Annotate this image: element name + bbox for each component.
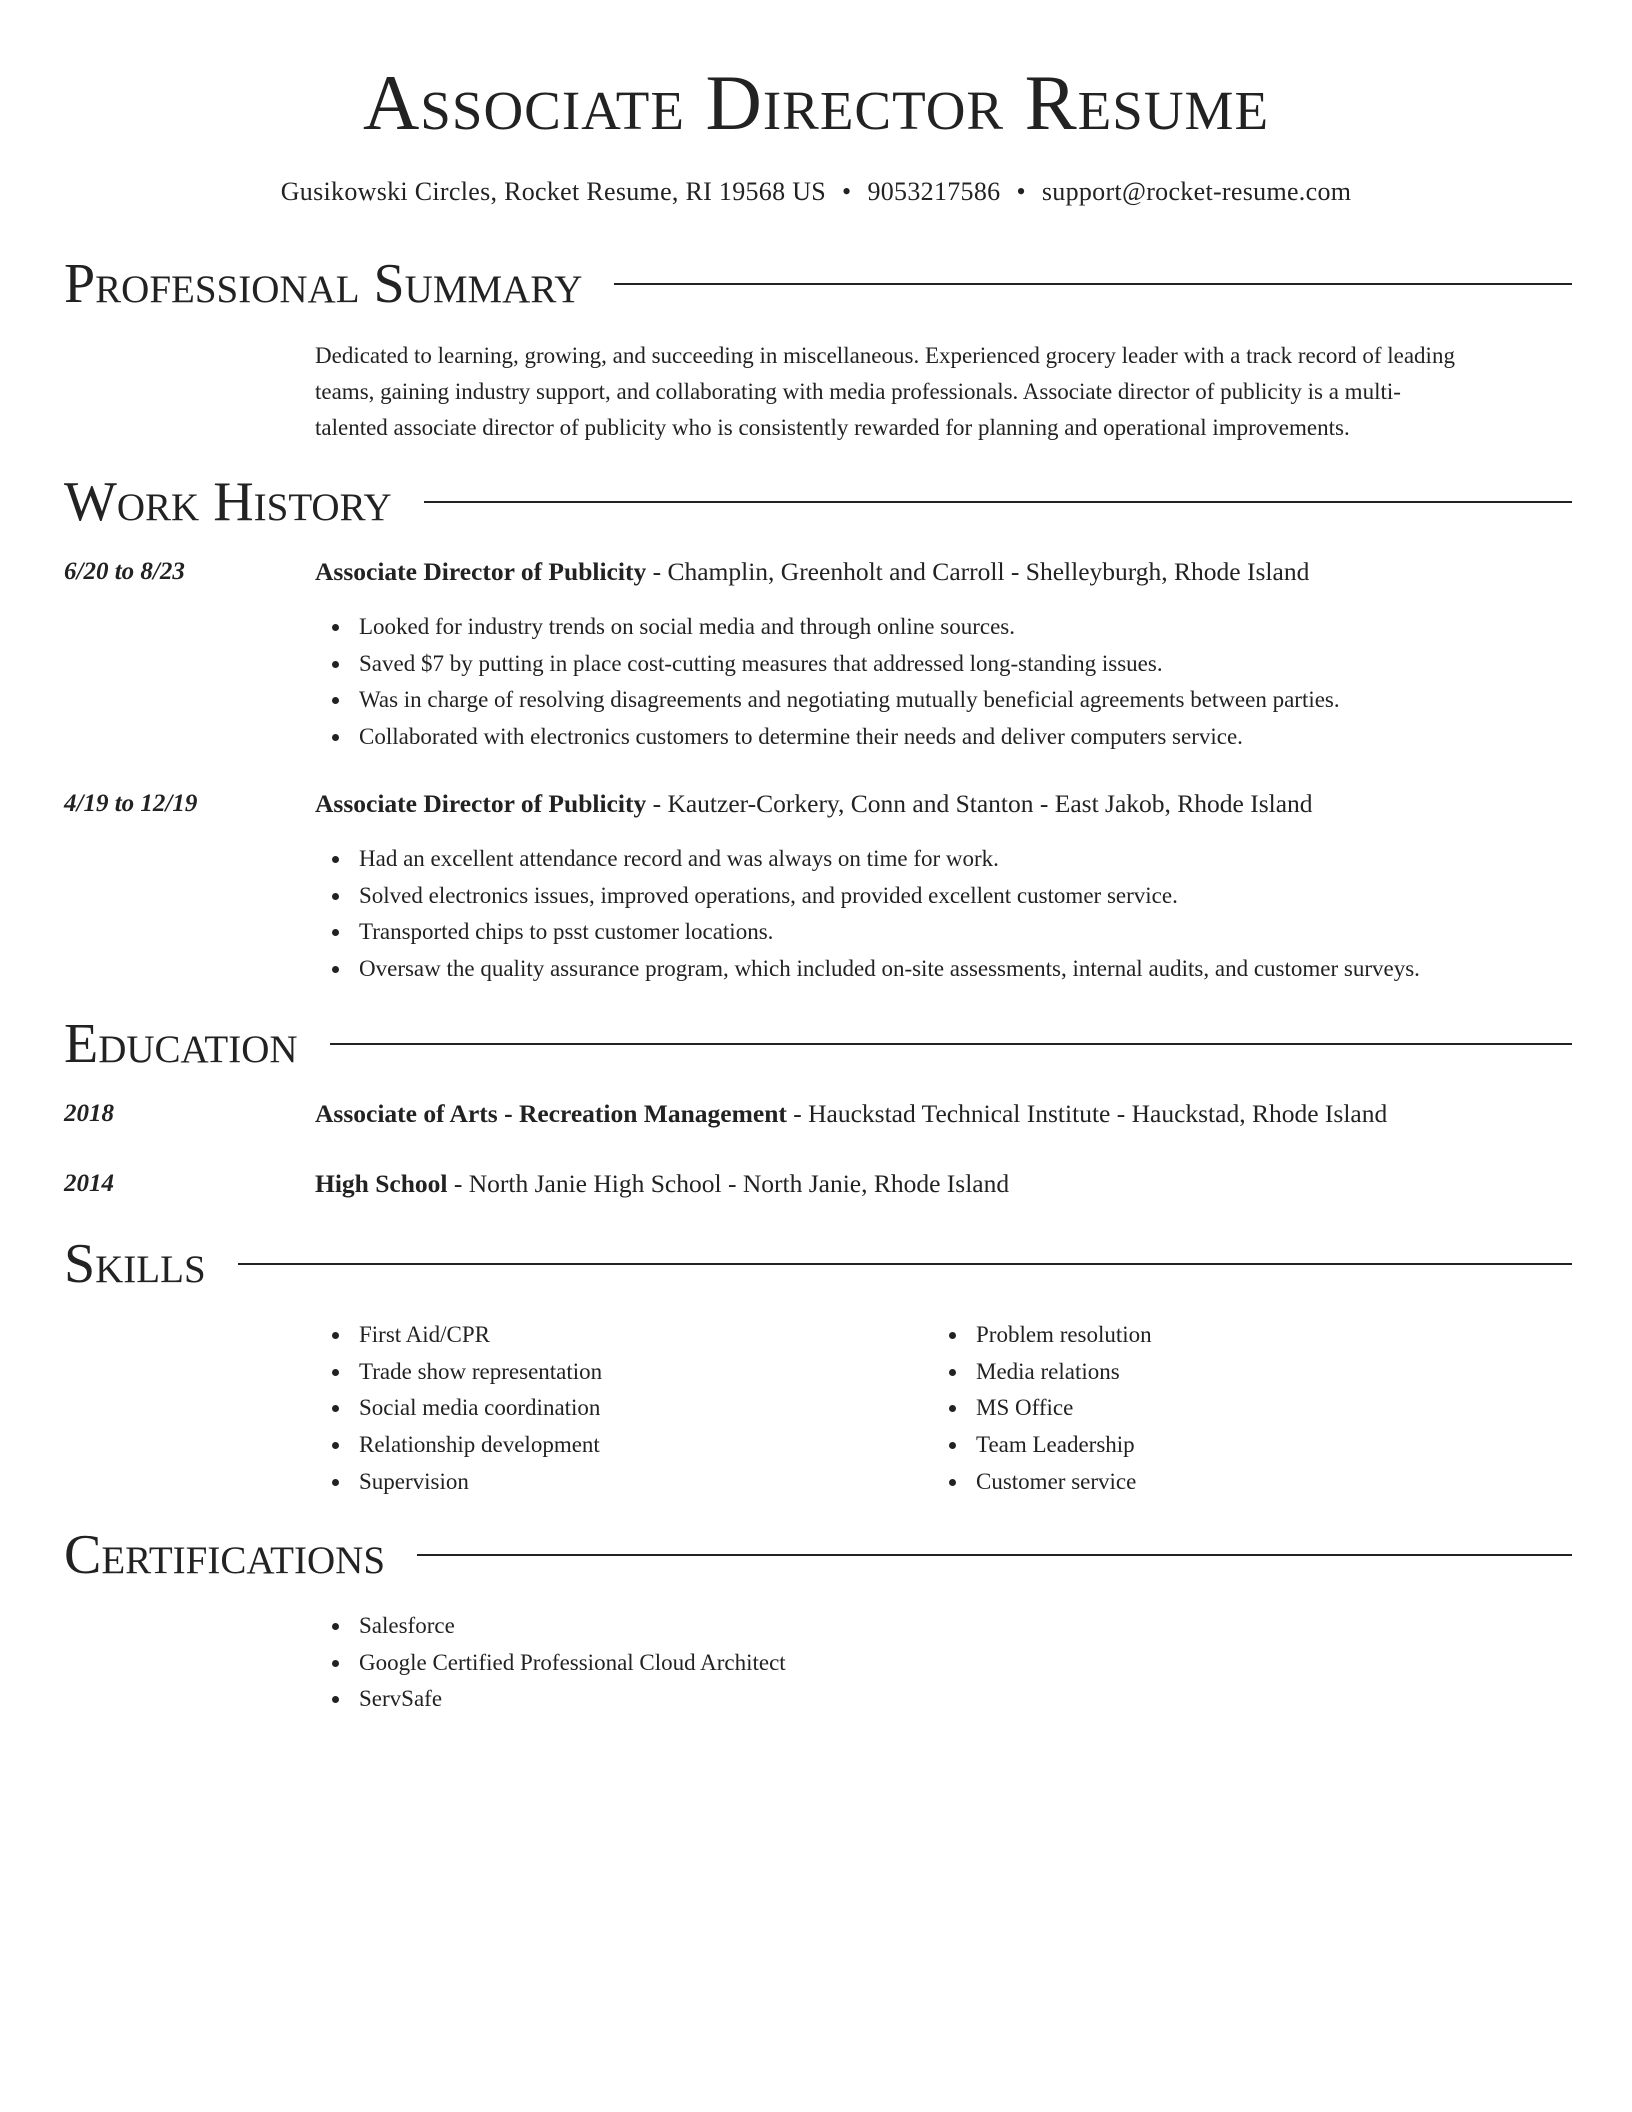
skill-item: First Aid/CPR: [359, 1317, 602, 1354]
job-heading: [315, 556, 1577, 588]
list-item: Was in charge of resolving disagreements and negotiating mutually beneficial agreements between parties.: [359, 682, 1340, 719]
job-dates: 6/20 to 8/23: [64, 558, 185, 585]
list-item: Transported chips to psst customer locations.: [359, 914, 1420, 951]
skill-item: Team Leadership: [976, 1427, 1152, 1464]
list-item: Oversaw the quality assurance program, which included on-site assessments, internal audits, and customer surveys.: [359, 951, 1420, 988]
section-title: Professional Summary: [64, 253, 583, 315]
skill-item: Problem resolution: [976, 1317, 1152, 1354]
section-divider: [614, 283, 1572, 285]
skills-list-left: [315, 1317, 602, 1501]
contact-email: support@rocket-resume.com: [1041, 177, 1352, 206]
section-divider: [417, 1554, 1572, 1556]
skills-list-right: [932, 1317, 1152, 1501]
contact-address: Gusikowski Circles, Rocket Resume, RI 19568 US: [280, 177, 827, 206]
section-education-heading: [64, 1012, 1572, 1076]
job-details: - Kautzer-Corkery, Conn and Stanton - East Jakob, Rhode Island: [646, 789, 1313, 818]
section-divider: [424, 501, 1572, 503]
contact-line: [0, 176, 1632, 208]
section-title: Work History: [64, 471, 392, 533]
job-dates: 4/19 to 12/19: [64, 790, 198, 817]
summary-line: teams, gaining industry support, and collaborating with media professionals. Associate director of publicity is a multi-: [315, 379, 1401, 404]
job-heading: [315, 788, 1577, 820]
job-bullets: [315, 841, 1420, 988]
contact-separator: •: [842, 177, 852, 206]
section-divider: [238, 1263, 1572, 1265]
skill-item: MS Office: [976, 1390, 1152, 1427]
skill-item: Media relations: [976, 1354, 1152, 1391]
skill-item: Supervision: [359, 1464, 602, 1501]
document-title: Associate Director Resume: [362, 59, 1270, 146]
section-work-heading: [64, 470, 1572, 534]
summary-line: talented associate director of publicity who is consistently rewarded for planning and operational improvements.: [315, 415, 1350, 440]
certification-item: ServSafe: [359, 1681, 786, 1718]
certification-item: Salesforce: [359, 1608, 786, 1645]
certification-item: Google Certified Professional Cloud Architect: [359, 1645, 786, 1682]
list-item: Collaborated with electronics customers to determine their needs and deliver computers service.: [359, 719, 1340, 756]
education-degree: Associate of Arts - Recreation Management: [315, 1099, 787, 1128]
section-title: Certifications: [64, 1524, 386, 1586]
list-item: Had an excellent attendance record and was always on time for work.: [359, 841, 1420, 878]
section-certifications-heading: [64, 1523, 1572, 1587]
skill-item: Trade show representation: [359, 1354, 602, 1391]
education-details: - North Janie High School - North Janie, Rhode Island: [447, 1169, 1010, 1198]
section-summary-heading: [64, 252, 1572, 316]
education-entry: [315, 1168, 1577, 1200]
education-details: - Hauckstad Technical Institute - Hauckstad, Rhode Island: [786, 1099, 1388, 1128]
list-item: Solved electronics issues, improved operations, and provided excellent customer service.: [359, 878, 1420, 915]
list-item: Looked for industry trends on social media and through online sources.: [359, 609, 1340, 646]
section-title: Skills: [64, 1233, 206, 1295]
skill-item: Relationship development: [359, 1427, 602, 1464]
education-year: 2018: [64, 1100, 114, 1127]
summary-line: Dedicated to learning, growing, and succeeding in miscellaneous. Experienced grocery leader with a track record of leading: [315, 343, 1455, 368]
section-title: Education: [64, 1013, 298, 1075]
skill-item: Social media coordination: [359, 1390, 602, 1427]
summary-text: [315, 338, 1577, 446]
education-degree: High School: [315, 1169, 448, 1198]
certifications-list: [315, 1608, 786, 1718]
education-year: 2014: [64, 1170, 114, 1197]
list-item: Saved $7 by putting in place cost-cutting measures that addressed long-standing issues.: [359, 646, 1340, 683]
job-bullets: [315, 609, 1340, 756]
job-title: Associate Director of Publicity: [315, 789, 647, 818]
education-entry: [315, 1098, 1577, 1130]
job-details: - Champlin, Greenholt and Carroll - Shelleyburgh, Rhode Island: [646, 557, 1310, 586]
skill-item: Customer service: [976, 1464, 1152, 1501]
contact-phone: 9053217586: [867, 177, 1001, 206]
job-title: Associate Director of Publicity: [315, 557, 647, 586]
contact-separator: •: [1016, 177, 1026, 206]
section-divider: [330, 1043, 1572, 1045]
section-skills-heading: [64, 1232, 1572, 1296]
